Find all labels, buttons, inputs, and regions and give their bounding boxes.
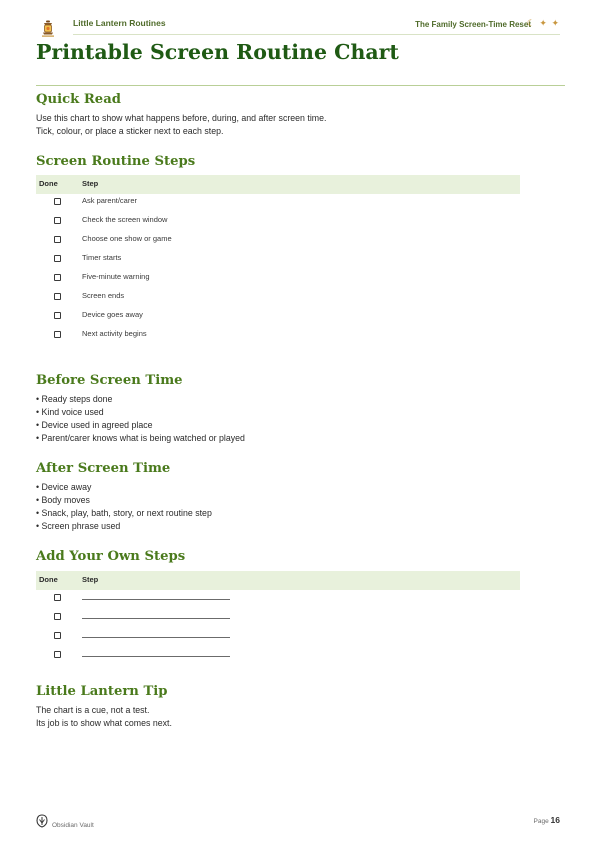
page-label: Page [533, 818, 549, 825]
after-heading: After Screen Time [36, 461, 171, 476]
list-item: • Device away [36, 482, 92, 492]
before-heading: Before Screen Time [36, 373, 183, 388]
quick-read-text [36, 112, 326, 138]
table-row [36, 211, 520, 230]
step-label: Choose one show or game [82, 234, 172, 243]
list-item: • Device used in agreed place [36, 420, 153, 431]
table-row [36, 325, 520, 344]
quick-read-heading: Quick Read [36, 92, 121, 107]
tip-heading: Little Lantern Tip [36, 684, 168, 699]
list-item: • Screen phrase used [36, 521, 121, 532]
done-checkbox[interactable] [54, 331, 61, 338]
write-in-line[interactable] [82, 618, 230, 619]
lantern-logo-icon [40, 20, 56, 38]
publisher-name: Obsidian Vault [52, 822, 94, 829]
after-list [36, 481, 212, 533]
table-row [36, 192, 520, 211]
table-row [36, 268, 520, 287]
write-in-line[interactable] [82, 656, 230, 657]
quick-read-line: Use this chart to show what happens before, during, and after screen time. [36, 113, 327, 123]
moon-stars-icon: ☾ ✦ ✦ [526, 18, 560, 28]
obsidian-vault-logo-icon [36, 814, 48, 828]
table-row [36, 607, 520, 626]
table-row [36, 626, 520, 645]
column-header-step: Step [82, 179, 99, 188]
list-item: • Kind voice used [36, 407, 104, 418]
done-checkbox[interactable] [54, 217, 61, 224]
step-label: Next activity begins [82, 329, 147, 338]
list-item: • Snack, play, bath, story, or next routine step [36, 508, 212, 519]
done-checkbox[interactable] [54, 632, 61, 639]
write-in-line[interactable] [82, 637, 230, 638]
step-label: Five-minute warning [82, 272, 150, 281]
page-title: Printable Screen Routine Chart [36, 40, 399, 64]
page-number-value: 16 [550, 815, 560, 825]
done-checkbox[interactable] [54, 312, 61, 319]
quick-read-line: Tick, colour, or place a sticker next to each step. [36, 126, 224, 136]
table-row [36, 249, 520, 268]
own-steps-heading: Add Your Own Steps [36, 549, 186, 564]
step-label: Screen ends [82, 291, 125, 300]
done-checkbox[interactable] [54, 274, 61, 281]
done-checkbox[interactable] [54, 594, 61, 601]
done-checkbox[interactable] [54, 651, 61, 658]
table-row [36, 287, 520, 306]
step-label: Timer starts [82, 253, 122, 262]
before-list [36, 393, 245, 445]
table-row [36, 645, 520, 664]
done-checkbox[interactable] [54, 255, 61, 262]
done-checkbox[interactable] [54, 613, 61, 620]
write-in-line[interactable] [82, 599, 230, 600]
tip-line: Its job is to show what comes next. [36, 718, 172, 728]
done-checkbox[interactable] [54, 198, 61, 205]
column-header-done: Done [39, 575, 58, 584]
step-label: Ask parent/carer [82, 196, 138, 205]
list-item: • Parent/carer knows what is being watched or played [36, 433, 245, 444]
table-row [36, 306, 520, 325]
tip-text [36, 704, 172, 730]
list-item: • Ready steps done [36, 394, 113, 404]
header-divider [73, 34, 560, 35]
done-checkbox[interactable] [54, 236, 61, 243]
document-title: The Family Screen-Time Reset [415, 20, 531, 29]
column-header-done: Done [39, 179, 58, 188]
brand-name: Little Lantern Routines [73, 18, 166, 28]
tip-line: The chart is a cue, not a test. [36, 705, 150, 715]
list-item: • Body moves [36, 495, 90, 506]
step-label: Check the screen window [82, 215, 168, 224]
table-row [36, 588, 520, 607]
done-checkbox[interactable] [54, 293, 61, 300]
title-divider [36, 85, 565, 86]
page-number [534, 815, 560, 825]
steps-heading: Screen Routine Steps [36, 154, 196, 169]
column-header-step: Step [82, 575, 99, 584]
table-row [36, 230, 520, 249]
step-label: Device goes away [82, 310, 143, 319]
